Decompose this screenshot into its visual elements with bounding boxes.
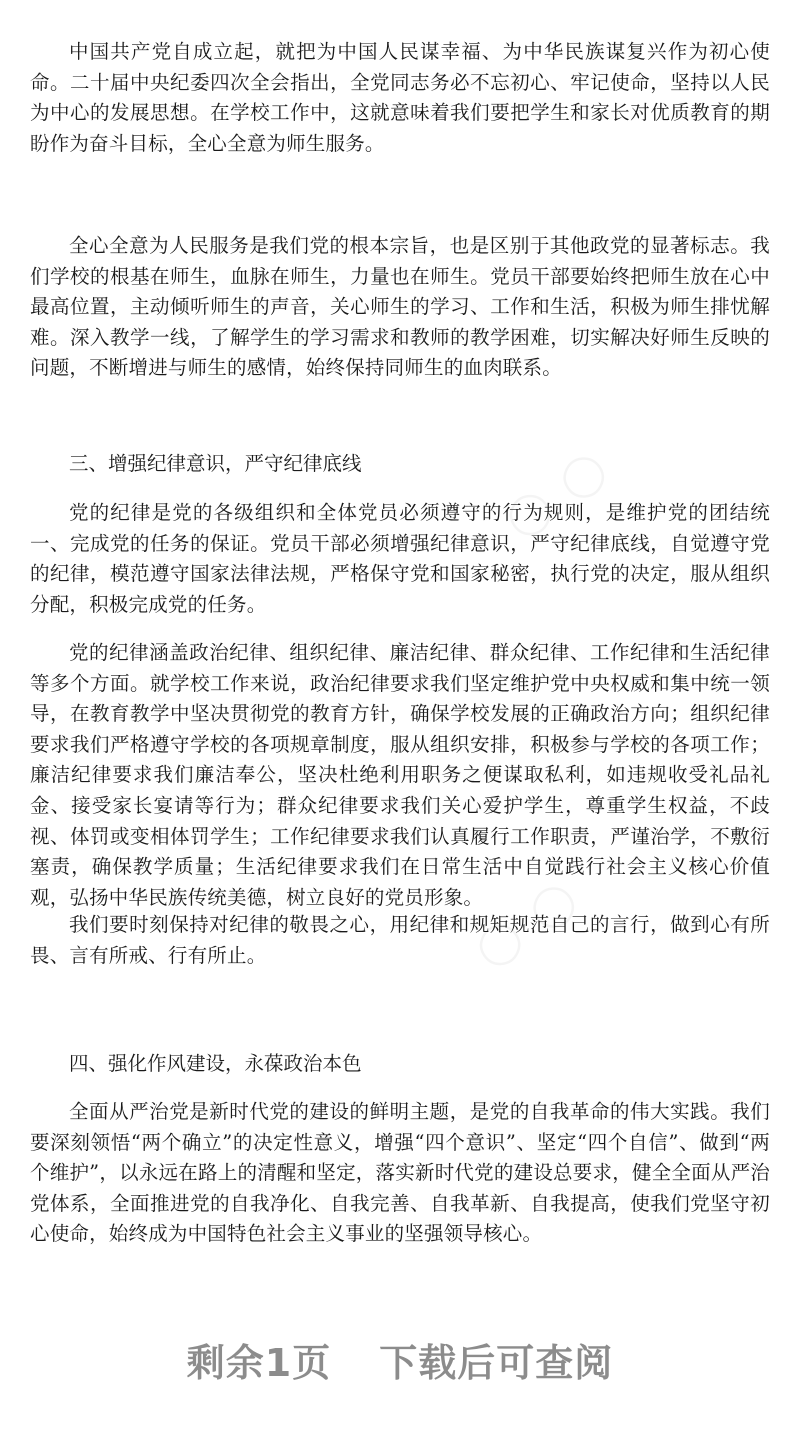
paragraph-6: 全面从严治党是新时代党的建设的鲜明主题，是党的自我革命的伟大实践。我们要深刻领悟“两个确立”的决定性意义，增强“四个意识”、坚定“四个自信”、做到“两个维护”，以永远在路上的清醒和坚定，落实新时代党的建设总要求，健全全面从严治党体系，全面推进党的自我净化、自我完善、自我革新、自我提高，使我们党坚守初心使命，始终成为中国特色社会主义事业的坚强领导核心。 <box>30 1100 770 1246</box>
paragraph-2: 全心全意为人民服务是我们党的根本宗旨，也是区别于其他政党的显著标志。我们学校的根基在师生，血脉在师生，力量也在师生。党员干部要始终把师生放在心中最高位置，主动倾听师生的声音，关心师生的学习、工作和生活，积极为师生排忧解难。深入教学一线，了解学生的学习需求和教师的教学困难，切实解决好师生反映的问题，不断增进与师生的感情，始终保持同师生的血肉联系。 <box>30 234 770 380</box>
section-heading-3: 三、增强纪律意识，严守纪律底线 <box>69 452 362 475</box>
paragraph-1: 中国共产党自成立起，就把为中国人民谋幸福、为中华民族谋复兴作为初心使命。二十届中央纪委四次全会指出，全党同志务必不忘初心、牢记使命，坚持以人民为中心的发展思想。在学校工作中，这就意味着我们要把学生和家长对优质教育的期盼作为奋斗目标，全心全意为师生服务。 <box>30 40 770 155</box>
remaining-pages-label: 剩余1页 <box>186 1341 332 1385</box>
paragraph-4: 党的纪律涵盖政治纪律、组织纪律、廉洁纪律、群众纪律、工作纪律和生活纪律等多个方面。就学校工作来说，政治纪律要求我们坚定维护党中央权威和集中统一领导，在教育教学中坚决贯彻党的教育方针，确保学校发展的正确政治方向；组织纪律要求我们严格遵守学校的各项规章制度，服从组织安排，积极参与学校的各项工作；廉洁纪律要求我们廉洁奉公，坚决杜绝利用职务之便谋取私利，如违规收受礼品礼金、接受家长宴请等行为；群众纪律要求我们关心爱护学生，尊重学生权益，不歧视、体罚或变相体罚学生；工作纪律要求我们认真履行工作职责，严谨治学，不敷衍塞责，确保教学质量；生活纪律要求我们在日常生活中自觉践行社会主义核心价值观，弘扬中华民族传统美德，树立良好的党员形象。 <box>30 641 770 909</box>
paragraph-5: 我们要时刻保持对纪律的敬畏之心，用纪律和规矩规范自己的言行，做到心有所畏、言有所戒、行有所止。 <box>30 913 770 967</box>
download-to-view-label: 下载后可查阅 <box>379 1341 614 1385</box>
download-prompt-banner[interactable] <box>0 1332 800 1387</box>
paragraph-3: 党的纪律是党的各级组织和全体党员必须遵守的行为规则，是维护党的团结统一、完成党的任务的保证。党员干部必须增强纪律意识，严守纪律底线，自觉遵守党的纪律，模范遵守国家法律法规，严格保守党和国家秘密，执行党的决定，服从组织分配，积极完成党的任务。 <box>30 501 770 616</box>
section-heading-4: 四、强化作风建设，永葆政治本色 <box>69 1052 362 1075</box>
